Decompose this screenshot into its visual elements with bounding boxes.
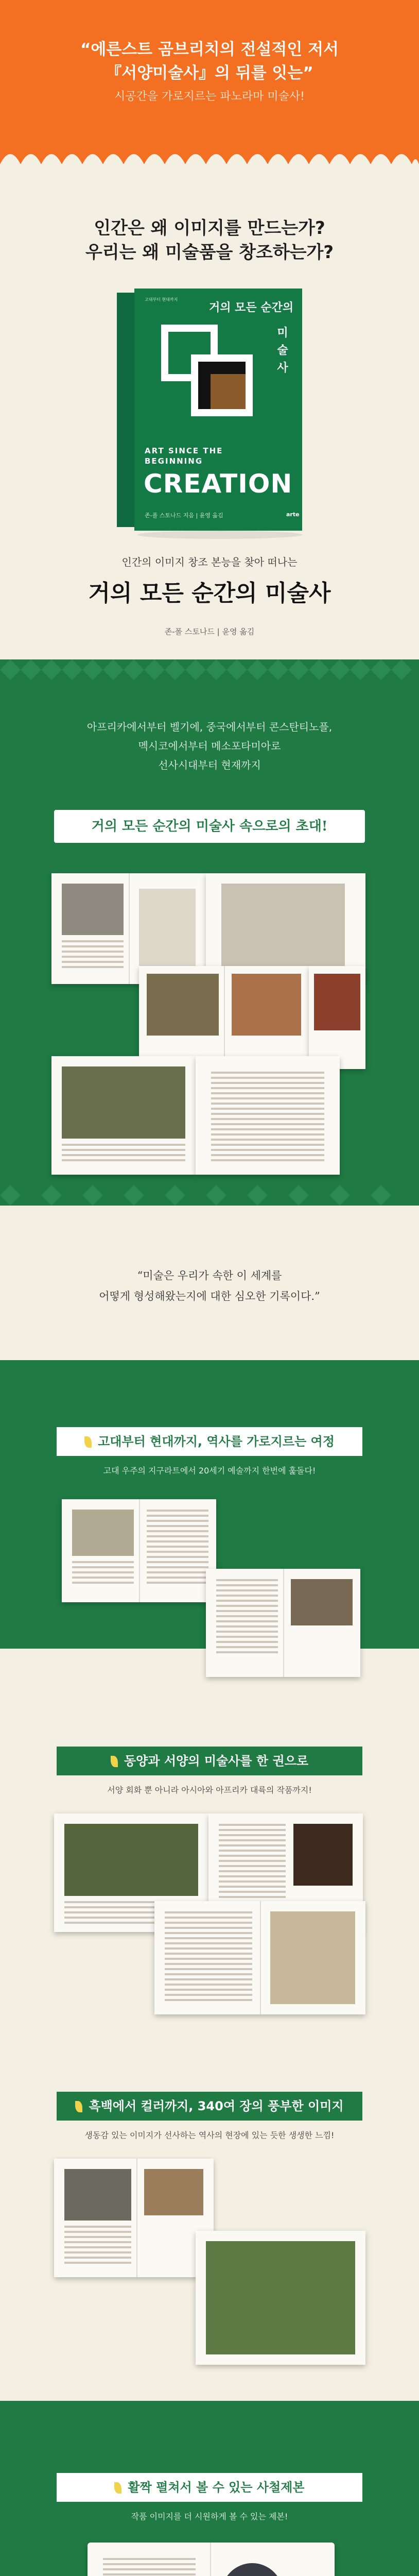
feature3-title: 흑백에서 컬러까지, 340여 장의 풍부한 이미지 (89, 2099, 344, 2113)
leaf-icon (75, 2101, 82, 2112)
cover-title: 거의 모든 순간의 (209, 301, 294, 314)
feature2-subtitle: 서양 회화 뿐 아니라 아시아와 아프리카 대륙의 작품까지! (107, 1785, 312, 1795)
spread-image (62, 1066, 185, 1139)
feature1-title: 고대부터 현대까지, 역사를 가로지르는 여정 (98, 1434, 335, 1449)
book-spine (117, 293, 134, 527)
spread-image (64, 2169, 131, 2221)
feature4-subtitle: 작품 이미지를 더 시원하게 볼 수 있는 제본! (131, 2512, 288, 2521)
spread-gutter (139, 1499, 140, 1602)
leaf-icon (114, 2482, 121, 2494)
spread-image (64, 1824, 198, 1896)
book-spread-3 (139, 966, 309, 1069)
feature3-subtitle: 생동감 있는 이미지가 선사하는 역사의 현장에 있는 듯한 생생한 느낌! (84, 2130, 335, 2140)
spread-image (314, 974, 360, 1030)
hero-quote-line3: 시공간을 가로지르는 파노라마 미술사! (114, 90, 305, 103)
intro-banner: 거의 모든 순간의 미술사 속으로의 초대! (54, 810, 365, 843)
leaf-icon (84, 1436, 92, 1448)
book-cover-image (117, 289, 302, 531)
hero-quote-line1: “에른스트 곰브리치의 전설적인 저서 (80, 40, 339, 59)
spread-image (270, 1911, 355, 2004)
leaf-icon (111, 1756, 118, 1767)
cover-publisher-logo: arte (286, 511, 300, 518)
spread-image (221, 2563, 283, 2576)
book-spread-4 (309, 966, 365, 1069)
intro-line1: 아프리카에서부터 벨기에, 중국에서부터 콘스탄티노플, (86, 721, 333, 733)
quote1-line2: 어떻게 형성해왔는지에 대한 심오한 기록이다.” (99, 1290, 320, 1302)
cover-artwork (211, 374, 246, 409)
product-tagline: 인간의 이미지 창조 본능을 찾아 떠나는 (121, 556, 298, 568)
spread-gutter (283, 1569, 284, 1677)
feature2-title: 동양과 서양의 미술사를 한 권으로 (124, 1754, 308, 1768)
diamond-pattern-bottom (0, 1185, 419, 1206)
spread-image (144, 2169, 203, 2215)
spread-text (62, 940, 124, 971)
book-front (134, 289, 302, 531)
feature1-spread-1 (62, 1499, 216, 1602)
spread-image (62, 884, 124, 935)
product-title: 거의 모든 순간의 미술사 (88, 580, 331, 606)
cover-english-title: CREATION (144, 469, 293, 499)
spread-image (221, 884, 345, 971)
feature1-title-bar (57, 1427, 362, 1456)
book-spread-5 (51, 1056, 196, 1175)
feature2-title-bar (57, 1747, 362, 1775)
intro-line2: 멕시코에서부터 메소포타미아로 (138, 740, 281, 752)
hero-quote-line2: 『서양미술사』의 뒤를 잇는” (106, 64, 313, 82)
spread-gutter (224, 966, 225, 1069)
cover-top-small: 고대부터 현대까지 (145, 297, 178, 302)
spread-image (291, 1579, 353, 1625)
quote1-line1: “미술은 우리가 속한 이 세계를 (137, 1269, 282, 1282)
spread-image (147, 974, 219, 1036)
book-spread-6 (196, 1056, 340, 1175)
spread-image (72, 1510, 134, 1556)
spread-text (62, 1144, 185, 1164)
spread-text (64, 2226, 131, 2267)
spread-text (147, 1510, 208, 1587)
cover-english-small: ART SINCE THE BEGINNING (145, 446, 223, 466)
feature1-spread-2 (206, 1569, 360, 1677)
feature4-open-book (88, 2543, 335, 2576)
spread-gutter (129, 873, 130, 984)
feature4-title-bar (57, 2473, 362, 2502)
cover-vertical-title: 미술사 (277, 327, 288, 375)
product-credit: 존-폴 스토나드 | 윤영 옮김 (164, 627, 255, 636)
feature1-subtitle: 고대 우주의 지구라트에서 20세기 예술까지 한번에 훑돌다! (103, 1466, 316, 1476)
spread-image (232, 974, 301, 1036)
spread-gutter (210, 2543, 211, 2576)
feature3-title-bar (57, 2092, 362, 2121)
spread-image (139, 889, 196, 971)
question-line1: 인간은 왜 이미지를 만드는가? (94, 218, 325, 239)
feature3-spread-1 (54, 2159, 214, 2277)
feature3-spread-2 (196, 2231, 365, 2365)
spread-image (293, 1824, 353, 1886)
intro-line3: 선사시대부터 현재까지 (158, 759, 261, 771)
spread-text (165, 1911, 252, 2004)
scallop-divider (0, 144, 419, 164)
spread-gutter (136, 2159, 137, 2277)
spread-text (216, 1579, 278, 1656)
spread-text (103, 2558, 196, 2576)
question-line2: 우리는 왜 미술품을 창조하는가? (85, 242, 334, 263)
feature4-title: 활짝 펼쳐서 볼 수 있는 사철제본 (128, 2480, 305, 2495)
spread-image (206, 2241, 355, 2354)
cover-author: 존-폴 스토나드 지음 | 윤영 옮김 (145, 512, 223, 519)
diamond-pattern-top (0, 659, 419, 680)
feature2-spread-3 (154, 1901, 365, 2014)
book-shadow (137, 531, 302, 539)
spread-text (72, 1561, 134, 1587)
spread-text (211, 1072, 324, 1164)
spread-gutter (260, 1901, 261, 2014)
